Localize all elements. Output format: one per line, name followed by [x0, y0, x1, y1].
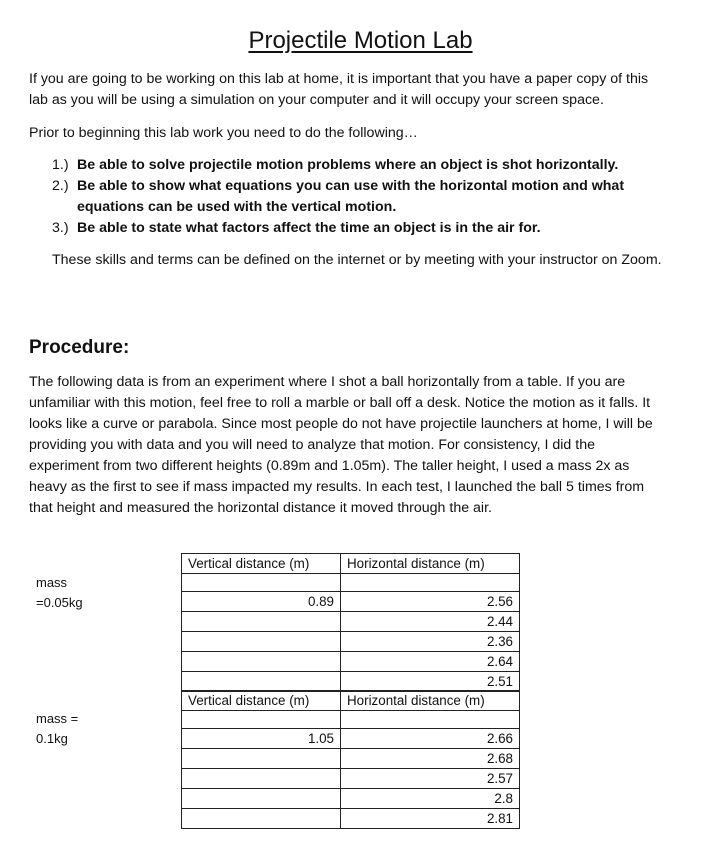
requirement-number: 2.)	[52, 178, 69, 194]
vertical-header: Vertical distance (m)	[182, 691, 341, 711]
horizontal-value: 2.36	[341, 632, 520, 652]
vertical-value: 1.05	[182, 729, 341, 749]
table-header-row	[182, 691, 520, 711]
procedure-paragraph: The following data is from an experiment where I shot a ball horizontally from a table. If you are unfamiliar with this motion, feel free to roll a marble or ball off a desk. Notice the motion as it falls. It looks like a curve or parabola. Since most people do not have projectile launchers at home, I will be providing you with data and you will need to analyze that motion. For consistency, I did the experiment from two different heights (0.89m and 1.05m). The taller height, I used a mass 2x as heavy as the first to see if mass impacted my results. In each test, I launched the ball 5 times from that height and measured the horizontal distance it moved through the air.	[29, 374, 653, 516]
prior-paragraph: Prior to beginning this lab work you need to do the following…	[29, 125, 418, 141]
table-row	[182, 612, 520, 632]
mass-label-2	[36, 709, 78, 749]
table-row	[182, 592, 520, 612]
requirement-number: 1.)	[52, 157, 69, 173]
table-row	[182, 769, 520, 789]
horizontal-value: 2.64	[341, 652, 520, 672]
horizontal-value: 2.44	[341, 612, 520, 632]
page-title: Projectile Motion Lab	[248, 27, 473, 54]
vertical-value: 0.89	[182, 592, 341, 612]
requirement-text: Be able to solve projectile motion problems where an object is shot horizontally.	[77, 157, 619, 173]
table-spacer-row	[182, 711, 520, 729]
requirement-text: Be able to show what equations you can use with the horizontal motion and what equations can be used with the vertical motion.	[77, 178, 625, 215]
horizontal-value: 2.56	[341, 592, 520, 612]
table-row	[182, 749, 520, 769]
mass-label-line: =0.05kg	[36, 595, 83, 610]
requirements-list	[52, 155, 652, 239]
horizontal-value: 2.51	[341, 672, 520, 692]
horizontal-value: 2.8	[341, 789, 520, 809]
data-table-2	[181, 690, 520, 829]
data-table-1	[181, 553, 520, 692]
horizontal-value: 2.66	[341, 729, 520, 749]
requirement-text: Be able to state what factors affect the time an object is in the air for.	[77, 220, 541, 236]
requirement-item	[52, 218, 652, 239]
table-row	[182, 789, 520, 809]
table-row	[182, 652, 520, 672]
horizontal-header: Horizontal distance (m)	[341, 691, 520, 711]
requirement-item	[52, 176, 652, 218]
requirement-number: 3.)	[52, 220, 69, 236]
vertical-header: Vertical distance (m)	[182, 554, 341, 574]
skills-note: These skills and terms can be defined on the internet or by meeting with your instructor on Zoom.	[52, 252, 662, 268]
mass-label-line: 0.1kg	[36, 731, 68, 746]
intro-paragraph: If you are going to be working on this lab at home, it is important that you have a paper copy of this lab as you will be using a simulation on your computer and it will occupy your screen space.	[29, 71, 649, 108]
horizontal-header: Horizontal distance (m)	[341, 554, 520, 574]
horizontal-value: 2.81	[341, 809, 520, 829]
table-row	[182, 672, 520, 692]
mass-label-1	[36, 573, 83, 613]
mass-label-line: mass	[36, 575, 68, 590]
table-header-row	[182, 554, 520, 574]
table-row	[182, 809, 520, 829]
requirement-item	[52, 155, 652, 176]
procedure-heading: Procedure:	[29, 337, 130, 358]
horizontal-value: 2.57	[341, 769, 520, 789]
mass-label-line: mass =	[36, 711, 79, 726]
table-row	[182, 729, 520, 749]
table-row	[182, 632, 520, 652]
horizontal-value: 2.68	[341, 749, 520, 769]
table-spacer-row	[182, 574, 520, 592]
